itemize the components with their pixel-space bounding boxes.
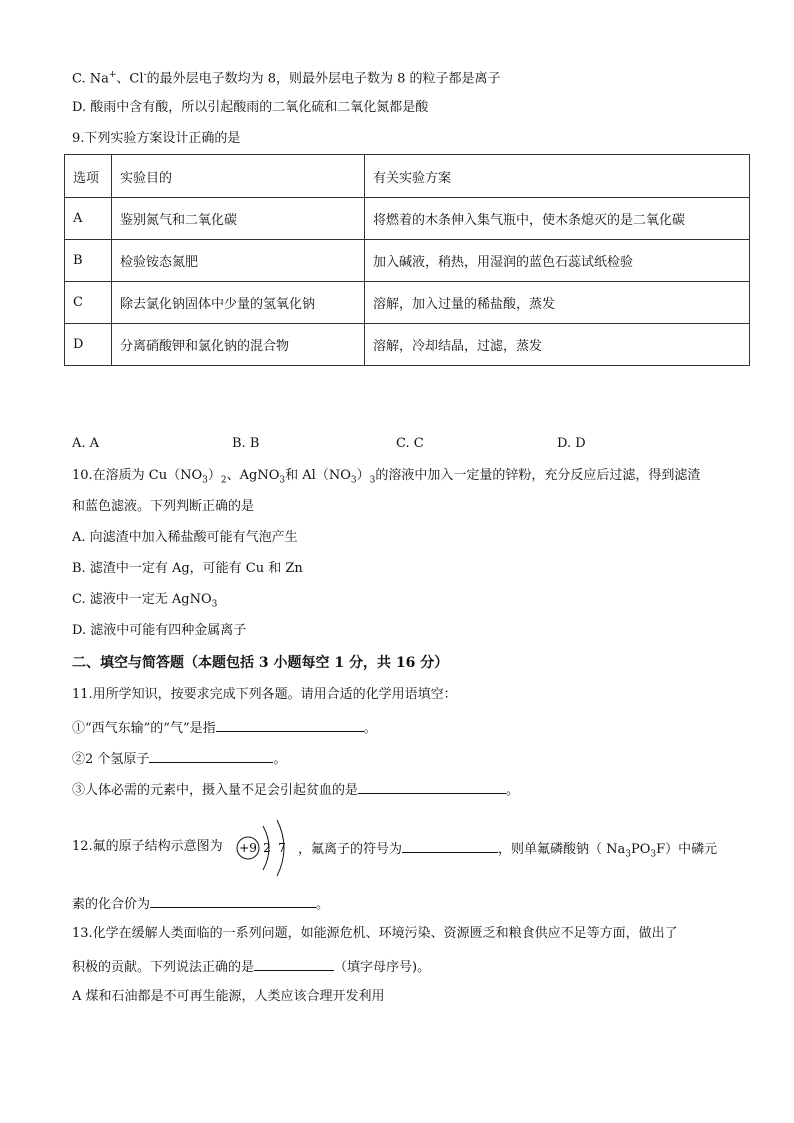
row-plan: 将燃着的木条伸入集气瓶中，使木条熄灭的是二氧化碳 xyxy=(365,198,750,240)
table-header-row xyxy=(65,155,750,198)
table-row xyxy=(65,282,750,324)
q13-stem-line1: 13.化学在缓解人类面临的一系列问题，如能源危机、环境污染、资源匮乏和粮食供应不足等方面，做出了 xyxy=(72,926,678,941)
table-row xyxy=(65,324,750,366)
q10-option-d: D. 滤液中可能有四种金属离子 xyxy=(72,623,247,638)
row-purpose: 分离硝酸钾和氯化钠的混合物 xyxy=(112,324,365,366)
q10-option-c: C. 滤液中一定无 AgNO$_3$ xyxy=(72,592,218,610)
shell-2-electrons: 7 xyxy=(278,841,286,855)
table-row xyxy=(65,198,750,240)
header-option: 选项 xyxy=(65,155,112,198)
q10-stem-line2: 和蓝色滤液。下列判断正确的是 xyxy=(72,499,255,514)
q13-stem-line2: 积极的贡献。下列说法正确的是 （填字母序号)。 xyxy=(72,956,430,977)
row-plan: 溶解，加入过量的稀盐酸，蒸发 xyxy=(365,282,750,324)
q12-line2: 素的化合价为 。 xyxy=(72,893,329,914)
q12-line1-rest: ，氟离子的符号为 ，则单氟磷酸钠（ $Na_3PO_3F$）中磷元 xyxy=(298,838,717,864)
q12-line1: 12.氟的原子结构示意图为 xyxy=(72,839,223,854)
fluorine-atom-structure-diagram xyxy=(233,812,303,882)
header-purpose: 实验目的 xyxy=(112,155,365,198)
header-plan: 有关实验方案 xyxy=(365,155,750,198)
choice-d[interactable]: D. D xyxy=(557,436,586,451)
answer-blank[interactable] xyxy=(254,956,334,971)
row-purpose: 鉴别氮气和二氧化碳 xyxy=(112,198,365,240)
row-purpose: 除去氯化钠固体中少量的氢氧化钠 xyxy=(112,282,365,324)
row-plan: 加入碱液，稍热，用湿润的蓝色石蕊试纸检验 xyxy=(365,240,750,282)
answer-blank[interactable] xyxy=(216,717,364,732)
choice-c[interactable]: C. C xyxy=(396,436,424,451)
row-purpose: 检验铵态氮肥 xyxy=(112,240,365,282)
answer-blank[interactable] xyxy=(149,748,273,763)
q9-stem: 9.下列实验方案设计正确的是 xyxy=(72,131,241,146)
q8-option-d: D. 酸雨中含有酸，所以引起酸雨的二氧化硫和二氧化氮都是酸 xyxy=(72,100,429,115)
q13-option-a: A 煤和石油都是不可再生能源，人类应该合理开发利用 xyxy=(72,989,385,1004)
choice-a[interactable]: A. A xyxy=(72,436,100,451)
q8-option-c: C. Na+、Cl-的最外层电子数均为 8，则最外层电子数为 8 的粒子都是离子 xyxy=(72,70,501,87)
answer-blank[interactable] xyxy=(358,779,506,794)
choice-b[interactable]: B. B xyxy=(232,436,260,451)
q9-table xyxy=(64,154,750,366)
row-label: A xyxy=(65,198,112,240)
q11-item-3: ③人体必需的元素中，摄入量不足会引起贫血的是 。 xyxy=(72,779,519,800)
q11-item-2: ②2 个氢原子 。 xyxy=(72,748,286,769)
q11-item-1: ①“西气东输”的“气”是指 。 xyxy=(72,717,377,738)
shell-1-electrons: 2 xyxy=(263,841,271,855)
nucleus-charge: +9 xyxy=(239,841,257,855)
q11-stem: 11.用所学知识，按要求完成下列各题。请用合适的化学用语填空： xyxy=(72,687,457,702)
answer-blank[interactable] xyxy=(402,838,498,853)
table-row xyxy=(65,240,750,282)
row-plan: 溶解，冷却结晶，过滤，蒸发 xyxy=(365,324,750,366)
q10-stem-line1: 10.在溶质为 $Cu(NO_3)_2$、AgNO$_3$和 $Al(NO_3)_3$的溶液中加入一定量的锌粉，充分反应后过滤，得到滤渣 xyxy=(72,468,701,486)
answer-blank[interactable] xyxy=(150,893,316,908)
row-label: C xyxy=(65,282,112,324)
row-label: B xyxy=(65,240,112,282)
row-label: D xyxy=(65,324,112,366)
q10-option-a: A. 向滤渣中加入稀盐酸可能有气泡产生 xyxy=(72,530,298,545)
q10-option-b: B. 滤渣中一定有 Ag，可能有 Cu 和 Zn xyxy=(72,561,303,576)
section-2-heading: 二、填空与简答题（本题包括 3 小题每空 1 分，共 16 分） xyxy=(72,655,449,671)
